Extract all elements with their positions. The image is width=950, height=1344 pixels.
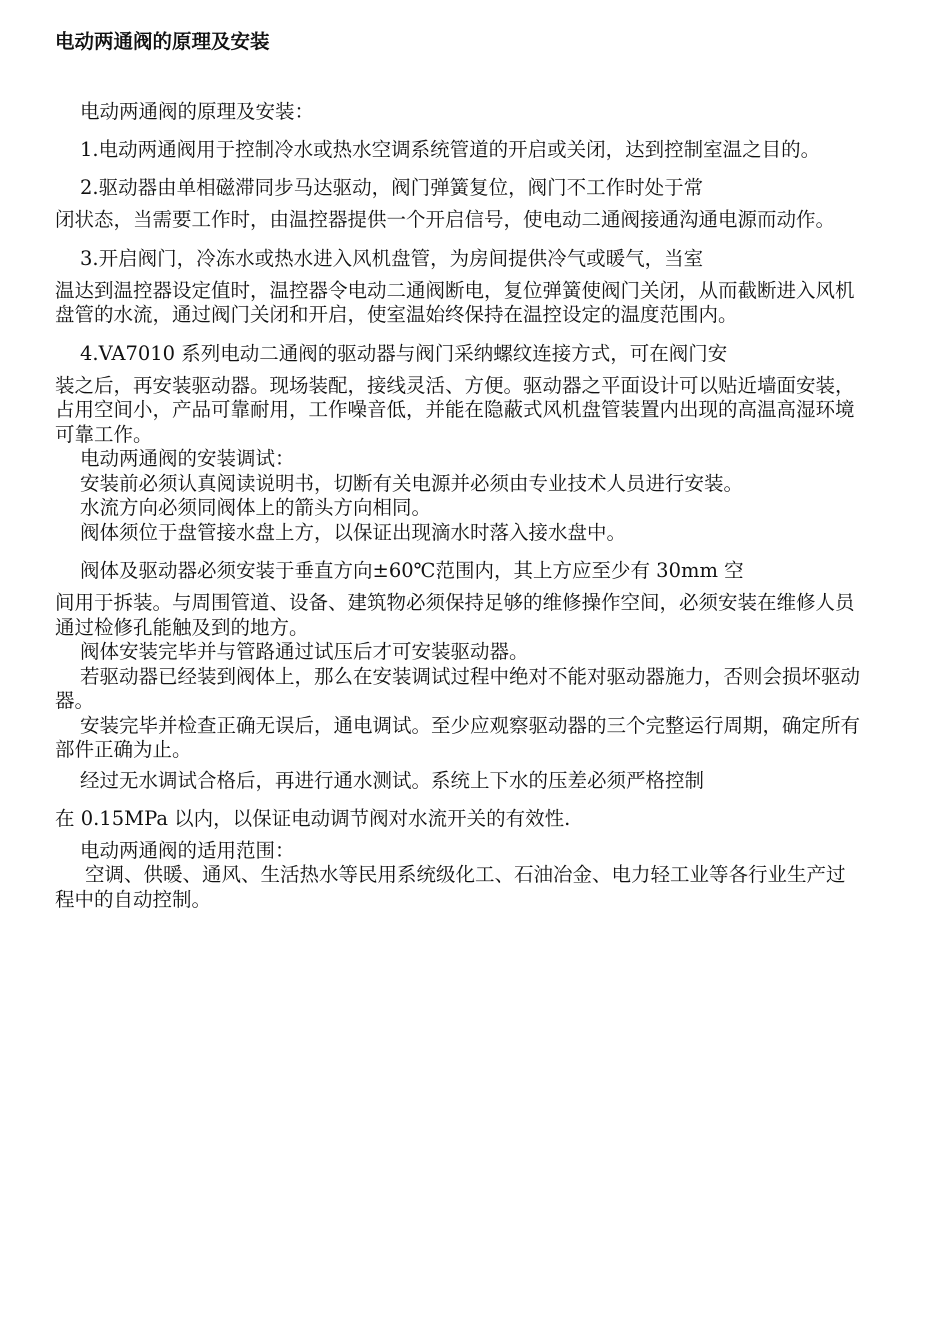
paragraph-heading-principle: 电动两通阀的原理及安装：: [80, 100, 315, 123]
paragraph-install-2: 水流方向必须同阀体上的箭头方向相同。: [80, 496, 432, 519]
paragraph-install-3: 阀体须位于盘管接水盘上方，以保证出现滴水时落入接水盘中。: [80, 520, 627, 544]
paragraph-install-4-lead: 阀体及驱动器必须安装于垂直方向±60℃范围内，其上方应至少有 30mm 空: [80, 559, 744, 582]
paragraph-install-4-continued: 间用于拆装。与周围管道、设备、建筑物必须保持足够的维修操作空间，必须安装在维修人员通过检修孔能触及到的地方。: [55, 591, 855, 639]
paragraph-heading-installation: 电动两通阀的安装调试：: [80, 447, 295, 470]
paragraph-install-5: 阀体安装完毕并与管路通过试压后才可安装驱动器。: [80, 640, 529, 663]
paragraph-install-6: 若驱动器已经装到阀体上，那么在安装调试过程中绝对不能对驱动器施力，否则会损坏驱动器。: [55, 664, 861, 712]
paragraph-install-8-continued: 在 0.15MPa 以内，以保证电动调节阀对水流开关的有效性.: [55, 806, 571, 830]
paragraph-install-1: 安装前必须认真阅读说明书，切断有关电源并必须由专业技术人员进行安装。: [80, 471, 744, 495]
paragraph-heading-application: 电动两通阀的适用范围：: [80, 838, 295, 862]
paragraph-3-lead: 3.开启阀门，冷冻水或热水进入风机盘管，为房间提供冷气或暖气，当室: [80, 246, 704, 270]
paragraph-3-continued: 温达到温控器设定值时，温控器令电动二通阀断电，复位弹簧使阀门关闭，从而截断进入风机盘管的水流，通过阀门关闭和开启，使室温始终保持在温控设定的温度范围内。: [55, 278, 855, 326]
paragraph-2-continued: 闭状态，当需要工作时，由温控器提供一个开启信号，使电动二通阀接通沟通电源而动作。: [55, 208, 836, 231]
paragraph-1: 1.电动两通阀用于控制冷水或热水空调系统管道的开启或关闭，达到控制室温之目的。: [80, 138, 821, 161]
paragraph-install-8-lead: 经过无水调试合格后，再进行通水测试。系统上下水的压差必须严格控制: [80, 768, 705, 792]
paragraph-4-lead: 4.VA7010 系列电动二通阀的驱动器与阀门采纳螺纹连接方式，可在阀门安: [80, 341, 728, 365]
paragraph-4-continued: 装之后，再安装驱动器。现场装配，接线灵活、方便。驱动器之平面设计可以贴近墙面安装，占用空间小，产品可靠耐用，工作噪音低，并能在隐蔽式风机盘管装置内出现的高温高湿环境可靠工作。: [55, 373, 855, 446]
paragraph-install-7: 安装完毕并检查正确无误后，通电调试。至少应观察驱动器的三个完整运行周期，确定所有部件正确为止。: [55, 713, 861, 761]
paragraph-application: 空调、供暖、通风、生活热水等民用系统级化工、石油冶金、电力轻工业等各行业生产过程中的自动控制。: [55, 863, 846, 911]
paragraph-2-lead: 2.驱动器由单相磁滞同步马达驱动，阀门弹簧复位，阀门不工作时处于常: [80, 176, 704, 199]
document-title: 电动两通阀的原理及安装: [55, 30, 270, 53]
document-page: [55, 28, 860, 912]
